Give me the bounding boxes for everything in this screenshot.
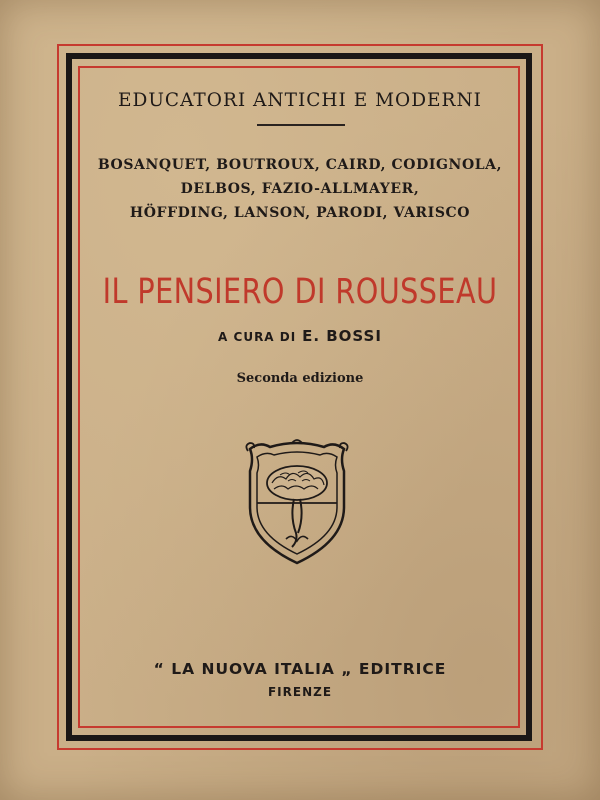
editor-prefix: A CURA DI bbox=[218, 330, 297, 344]
authors-line-1: BOSANQUET, BOUTROUX, CAIRD, CODIGNOLA, bbox=[97, 157, 503, 173]
series-title: EDUCATORI ANTICHI E MODERNI bbox=[118, 90, 482, 111]
editor-credit bbox=[0, 327, 600, 345]
publisher-city: FIRENZE bbox=[267, 685, 333, 699]
authors-line-2: DELBOS, FAZIO-ALLMAYER, bbox=[180, 181, 420, 197]
tree-crest-icon bbox=[240, 437, 354, 567]
title-divider bbox=[257, 124, 345, 126]
book-title: IL PENSIERO DI ROUSSEAU bbox=[102, 272, 498, 312]
editor-name: E. BOSSI bbox=[302, 327, 382, 345]
edition-label: Seconda edizione bbox=[236, 371, 364, 386]
authors-line-3: HÖFFDING, LANSON, PARODI, VARISCO bbox=[129, 205, 471, 221]
publisher-name: “ LA NUOVA ITALIA „ EDITRICE bbox=[153, 660, 447, 678]
